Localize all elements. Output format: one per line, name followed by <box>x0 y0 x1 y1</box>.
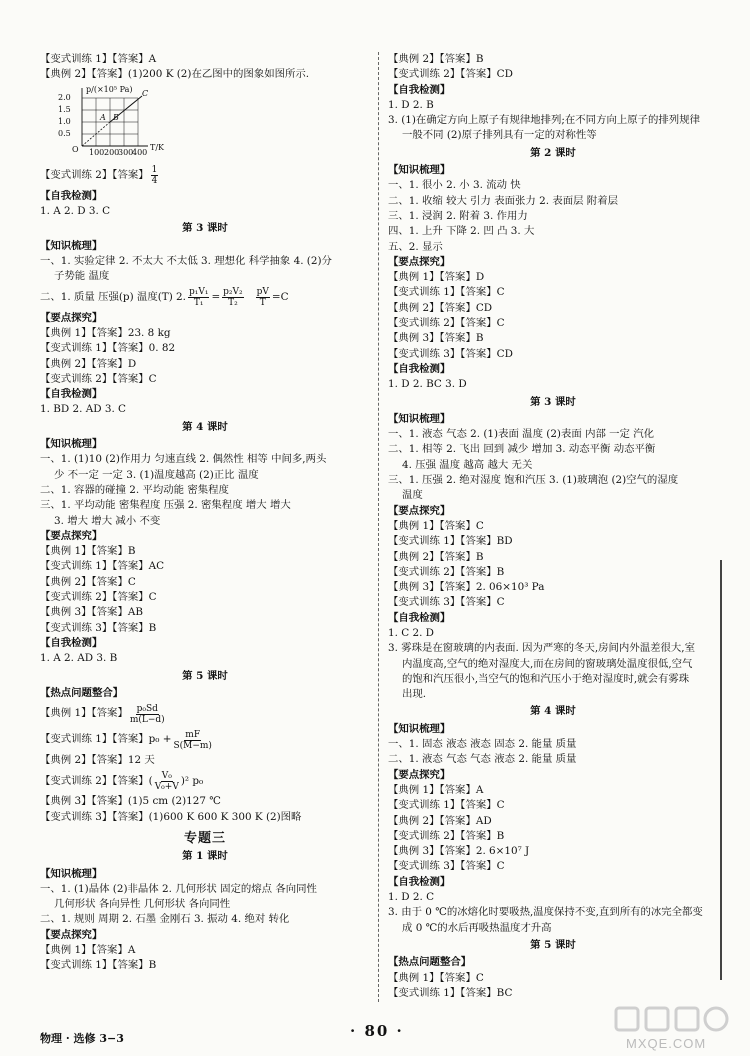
answer-line: 1. D 2. B <box>388 98 434 111</box>
answer-line: 【典例 1】【答案】B <box>40 545 136 558</box>
answer-line: 【变式训练 3】【答案】C <box>388 596 505 609</box>
section-label: 【要点探究】 <box>40 529 103 542</box>
answer-line: 【典例 2】【答案】C <box>40 575 136 588</box>
answer-line: 少 不一定 一定 3. (1)温度越高 (2)正比 温度 <box>54 468 259 481</box>
answer-line: 一、1. 液态 气态 2. (1)表面 温度 (2)表面 内部 一定 汽化 <box>388 428 655 441</box>
answer-line <box>40 701 370 727</box>
answer-line: 一、1. 实验定律 2. 不太大 不太低 3. 理想化 科学抽象 4. (2)分 <box>40 255 332 268</box>
lesson-heading: 第 5 课时 <box>530 938 576 951</box>
chart-ytick: 0.5 <box>58 128 71 138</box>
numerator: pV <box>256 287 269 298</box>
answer-line <box>40 768 370 794</box>
answer-line: 【变式训练 3】【答案】C <box>388 860 505 873</box>
answer-line: 【典例 1】【答案】C <box>388 519 484 532</box>
answer-line: 【变式训练 1】【答案】AC <box>40 560 165 573</box>
answer-line: 二、1. 收缩 较大 引力 表面张力 2. 表面层 附着层 <box>388 194 618 207</box>
answer-line: 【变式训练 1】【答案】C <box>388 286 505 299</box>
answer-line: 温度 <box>402 489 423 502</box>
section-label: 【要点探究】 <box>388 504 451 517</box>
footer-subject: 物理 · 选修 3−3 <box>40 1032 124 1045</box>
answer-line: 【变式训练 2】【答案】B <box>388 829 505 842</box>
answer-label: 【典例 1】【答案】 <box>40 707 128 720</box>
page-spine-line <box>720 560 722 980</box>
section-label: 【知识梳理】 <box>40 867 103 880</box>
answer-line: 二、1. 相等 2. 飞出 回到 减少 增加 3. 动态平衡 动态平衡 <box>388 443 656 456</box>
fraction <box>222 287 243 308</box>
answer-line: 一、1. (1)晶体 (2)非晶体 2. 几何形状 固定的熔点 各向同性 <box>40 882 317 895</box>
answer-label: 【变式训练 2】【答案】 <box>40 169 149 182</box>
answer-line: 三、1. 压强 2. 绝对湿度 饱和汽压 3. (1)玻璃泡 (2)空气的湿度 <box>388 474 679 487</box>
answer-line: 【典例 3】【答案】2. 06×10³ Pa <box>388 581 545 594</box>
chart-xtick: 100 <box>89 147 105 156</box>
chart-xtick: 300 <box>118 147 134 156</box>
section-label: 【自我检测】 <box>388 611 451 624</box>
answer-line: 3. 增大 增大 减小 不变 <box>54 514 161 527</box>
answer-label: 【变式训练 2】【答案】( <box>40 774 153 787</box>
answer-line: 【典例 1】【答案】D <box>388 271 485 284</box>
answer-line: 【典例 2】【答案】AD <box>388 814 492 827</box>
section-label: 【知识梳理】 <box>40 438 103 451</box>
denominator: T₁ <box>193 298 204 309</box>
answer-line: 3. 雾珠是在窗玻璃的内表面. 因为严寒的冬天,房间内外温差很大,室 <box>388 642 695 655</box>
fraction <box>155 771 179 792</box>
lesson-heading: 第 4 课时 <box>530 705 576 718</box>
answer-line: 【典例 2】【答案】12 天 <box>40 754 155 767</box>
column-divider <box>378 52 379 1002</box>
fraction <box>151 165 159 186</box>
answer-line: 二、1. 规则 周期 2. 石墨 金刚石 3. 振动 4. 绝对 转化 <box>40 913 290 926</box>
answer-line: 内温度高,空气的绝对湿度大,而在房间的窗玻璃处温度很低,空气 <box>402 657 693 670</box>
answer-line: 【典例 2】【答案】B <box>388 550 484 563</box>
chart-xtick: 200 <box>104 147 120 156</box>
answer-text: 二、1. 质量 压强(p) 温度(T) 2. <box>40 291 186 304</box>
answer-line: 4. 压强 温度 越高 越大 无关 <box>402 458 533 471</box>
answer-line: 一、1. 固态 液态 液态 固态 2. 能量 质量 <box>388 738 577 751</box>
chart-point-c: C <box>142 88 149 98</box>
section-label: 【知识梳理】 <box>388 164 451 177</box>
chart-origin: O <box>72 144 79 154</box>
chart-ytick: 1.5 <box>58 104 71 114</box>
answer-line: 【典例 3】【答案】2. 6×10⁷ J <box>388 845 530 858</box>
section-label: 【要点探究】 <box>388 768 451 781</box>
answer-line: 【变式训练 2】【答案】CD <box>388 68 513 81</box>
answer-line: 1. A 2. D 3. C <box>40 205 111 218</box>
answer-line: 【变式训练 1】【答案】A <box>40 53 157 65</box>
section-label: 【自我检测】 <box>388 83 451 96</box>
answer-line: 3. 由于 0 ℃的冰熔化时要吸热,温度保持不变,直到所有的冰完全都变 <box>388 906 703 919</box>
answer-line: 【典例 1】【答案】23. 8 kg <box>40 326 171 339</box>
answer-line: 【典例 1】【答案】A <box>40 944 136 957</box>
answer-line: 【典例 2】【答案】(1)200 K (2)在乙图中的图象如图所示. <box>40 68 310 81</box>
answer-line: 【变式训练 1】【答案】C <box>388 799 505 812</box>
section-label: 【知识梳理】 <box>388 412 451 425</box>
fraction <box>188 287 209 308</box>
answer-line: 【变式训练 1】【答案】B <box>40 959 157 972</box>
answer-line: 【变式训练 3】【答案】(1)600 K 600 K 300 K (2)图略 <box>40 810 302 823</box>
page-number: · 80 · <box>350 1022 404 1040</box>
answer-line <box>40 163 370 189</box>
section-label: 【自我检测】 <box>388 362 451 375</box>
denominator: T <box>259 298 266 309</box>
lesson-heading: 第 4 课时 <box>182 420 228 433</box>
answer-line <box>40 285 370 311</box>
answer-line: 子势能 温度 <box>54 270 110 283</box>
answer-line: 三、1. 平均动能 密集程度 压强 2. 密集程度 增大 增大 <box>40 499 291 512</box>
section-label: 【知识梳理】 <box>388 722 451 735</box>
answer-line: 三、1. 浸润 2. 附着 3. 作用力 <box>388 209 528 222</box>
answer-line: 出现. <box>402 688 427 701</box>
lesson-heading: 第 3 课时 <box>530 395 576 408</box>
section-label: 【要点探究】 <box>40 928 103 941</box>
lesson-heading: 第 1 课时 <box>182 850 228 863</box>
answer-line: 【典例 3】【答案】(1)5 cm (2)127 ℃ <box>40 795 221 808</box>
topic-heading: 专题三 <box>183 830 226 846</box>
answer-line <box>40 727 370 753</box>
fraction <box>173 730 211 751</box>
equals-sign: = <box>211 291 221 304</box>
answer-line: 【变式训练 2】【答案】B <box>388 565 505 578</box>
answer-line: 1. A 2. AD 3. B <box>40 652 118 665</box>
answer-line: 五、2. 显示 <box>388 240 443 253</box>
numerator: p₂V₂ <box>223 287 243 298</box>
section-label: 【热点问题整合】 <box>388 956 472 969</box>
numerator: p₁V₁ <box>188 287 209 298</box>
p-t-graph <box>56 84 206 156</box>
chart-ytick: 2.0 <box>58 92 71 102</box>
answer-line: 一般不同 (2)原子排列具有一定的对称性等 <box>402 129 597 142</box>
answer-line: 1. BD 2. AD 3. C <box>40 403 127 416</box>
answer-text: )² p₀ <box>180 774 204 787</box>
section-label: 【自我检测】 <box>388 875 451 888</box>
fraction <box>256 287 270 308</box>
answer-line: 【典例 1】【答案】C <box>388 971 484 984</box>
lesson-heading: 第 3 课时 <box>182 222 228 235</box>
chart-point-a: A <box>100 112 106 122</box>
answer-label: 【变式训练 1】【答案】p₀ + <box>40 733 172 746</box>
denominator: 4 <box>151 176 158 187</box>
answer-line: 几何形状 各向异性 几何形状 各向同性 <box>54 898 231 911</box>
answer-line: 一、1. (1)10 (2)作用力 匀速直线 2. 偶然性 相等 中间多,两头 <box>40 453 327 466</box>
answer-line: 【变式训练 3】【答案】B <box>40 621 157 634</box>
numerator: mF <box>185 729 201 740</box>
denominator: V₀+V <box>154 781 179 792</box>
section-label: 【自我检测】 <box>40 636 103 649</box>
answer-line: 【典例 2】【答案】B <box>388 53 484 65</box>
answer-line: 【变式训练 1】【答案】0. 82 <box>40 342 176 355</box>
section-label: 【自我检测】 <box>40 189 103 202</box>
section-label: 【要点探究】 <box>40 311 103 324</box>
right-column <box>388 52 718 1001</box>
chart-ylabel: p/(×10⁵ Pa) <box>86 84 133 94</box>
answer-line: 二、1. 容器的碰撞 2. 平均动能 密集程度 <box>40 483 229 496</box>
answer-line: 四、1. 上升 下降 2. 凹 凸 3. 大 <box>388 225 535 238</box>
answer-line: 【变式训练 2】【答案】C <box>40 372 157 385</box>
answer-line: 【变式训练 2】【答案】C <box>388 317 505 330</box>
section-label: 【热点问题整合】 <box>40 686 124 699</box>
section-label: 【知识梳理】 <box>40 239 103 252</box>
lesson-heading: 第 2 课时 <box>530 146 576 159</box>
answer-line: 【变式训练 3】【答案】CD <box>388 347 513 360</box>
chart-xtick: 400 <box>132 147 148 156</box>
chart-xlabel: T/K <box>150 142 165 152</box>
numerator: V₀ <box>161 770 172 781</box>
denominator: S(M−m) <box>173 740 212 751</box>
denominator: m(L−d) <box>129 714 165 725</box>
answer-line: 3. (1)在确定方向上原子有规律地排列;在不同方向上原子的排列规律 <box>388 114 700 127</box>
numerator: p₀Sd <box>136 703 158 714</box>
answer-line: 一、1. 很小 2. 小 3. 流动 快 <box>388 179 521 192</box>
answer-line: 的饱和汽压很小,当空气的饱和汽压小于绝对湿度时,就会有雾珠 <box>402 672 690 685</box>
answer-line: 【典例 3】【答案】B <box>388 332 484 345</box>
denominator: T₂ <box>228 298 238 309</box>
answer-line: 【典例 2】【答案】CD <box>388 301 493 314</box>
answer-line: 【变式训练 1】【答案】BC <box>388 986 513 999</box>
answer-line: 1. D 2. C <box>388 891 435 904</box>
answer-line: 【典例 1】【答案】A <box>388 783 484 796</box>
answer-line: 二、1. 液态 气态 气态 液态 2. 能量 质量 <box>388 753 577 766</box>
equals-constant: =C <box>271 291 289 304</box>
section-label: 【自我检测】 <box>40 388 103 401</box>
lesson-heading: 第 5 课时 <box>182 669 228 682</box>
chart-ytick: 1.0 <box>58 116 71 126</box>
left-column <box>40 52 370 974</box>
watermark-text: MXQE.COM <box>626 1036 707 1051</box>
answer-line: 【典例 2】【答案】D <box>40 357 137 370</box>
answer-line: 成 0 ℃的水后再吸热温度才升高 <box>402 921 552 934</box>
numerator: 1 <box>151 165 158 176</box>
answer-line: 1. D 2. BC 3. D <box>388 378 467 391</box>
answer-line: 1. C 2. D <box>388 626 435 639</box>
answer-line: 【典例 3】【答案】AB <box>40 606 143 619</box>
answer-line: 【变式训练 1】【答案】BD <box>388 535 513 548</box>
section-label: 【要点探究】 <box>388 255 451 268</box>
answer-line: 【变式训练 2】【答案】C <box>40 591 157 604</box>
chart-point-b: B <box>113 112 119 122</box>
fraction <box>130 704 165 725</box>
